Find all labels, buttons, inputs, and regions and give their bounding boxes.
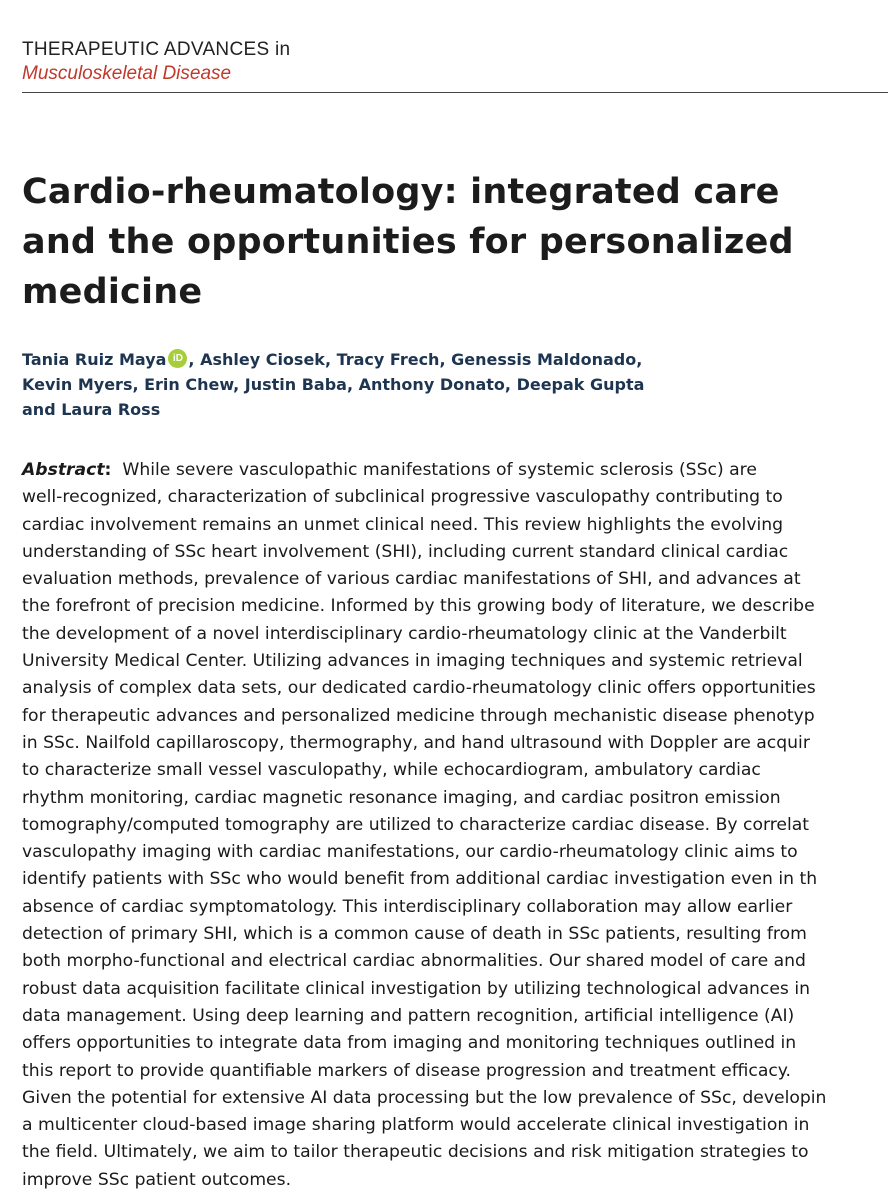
abstract-line: detection of primary SHI, which is a common cause of death in SSc patients, resulting from <box>22 924 807 945</box>
abstract-line: the development of a novel interdisciplinary cardio-rheumatology clinic at the Vanderbilt <box>22 623 787 644</box>
author-names: Kevin Myers, Erin Chew, Justin Baba, Anthony Donato, Deepak Gupta <box>22 375 645 394</box>
abstract-line <box>22 457 888 484</box>
abstract-line: to characterize small vessel vasculopathy, while echocardiogram, ambulatory cardiac <box>22 760 761 781</box>
abstract-line: a multicenter cloud-based image sharing platform would accelerate clinical investigation in <box>22 1115 810 1136</box>
author-names: , Ashley Ciosek, Tracy Frech, Genessis Maldonado, <box>188 350 643 369</box>
abstract-label: Abstract <box>22 460 105 480</box>
abstract-line: this report to provide quantifiable markers of disease progression and treatment efficacy. <box>22 1060 791 1081</box>
abstract-line: the forefront of precision medicine. Informed by this growing body of literature, we describe <box>22 596 815 617</box>
abstract-label-colon: : <box>104 460 112 480</box>
abstract-line: robust data acquisition facilitate clinical investigation by utilizing technological advances in <box>22 978 811 999</box>
abstract-line: absence of cardiac symptomatology. This interdisciplinary collaboration may allow earlier <box>22 896 793 917</box>
journal-name-line2: Musculoskeletal Disease <box>22 63 232 84</box>
abstract-line: improve SSc patient outcomes. <box>22 1169 292 1190</box>
abstract-body <box>22 484 888 1194</box>
first-author: Tania Ruiz Maya <box>22 350 167 369</box>
author-names: and Laura Ross <box>22 400 161 419</box>
abstract-line: University Medical Center. Utilizing advances in imaging techniques and systemic retrieval <box>22 651 803 672</box>
abstract-line: evaluation methods, prevalence of various cardiac manifestations of SHI, and advances at <box>22 569 801 590</box>
article-title-line: medicine <box>22 272 203 312</box>
abstract-line: cardiac involvement remains an unmet clinical need. This review highlights the evolving <box>22 514 784 535</box>
article-title <box>22 167 842 317</box>
abstract-line: identify patients with SSc who would benefit from additional cardiac investigation even in th <box>22 869 818 890</box>
journal-name-line1: THERAPEUTIC ADVANCES in <box>22 39 291 60</box>
abstract-line: offers opportunities to integrate data from imaging and monitoring techniques outlined in <box>22 1033 797 1054</box>
abstract-line: analysis of complex data sets, our dedicated cardio-rheumatology clinic offers opportunities <box>22 678 816 699</box>
author-list <box>22 347 722 422</box>
abstract-line: for therapeutic advances and personalized medicine through mechanistic disease phenotyp <box>22 705 815 726</box>
abstract-line: Given the potential for extensive AI data processing but the low prevalence of SSc, developin <box>22 1087 827 1108</box>
abstract-line: data management. Using deep learning and pattern recognition, artificial intelligence (AI) <box>22 1005 795 1026</box>
abstract-line: well-recognized, characterization of subclinical progressive vasculopathy contributing to <box>22 487 783 508</box>
abstract-line: tomography/computed tomography are utilized to characterize cardiac disease. By correlat <box>22 814 810 835</box>
abstract <box>22 457 888 1194</box>
header-divider <box>22 92 888 93</box>
journal-header <box>22 38 888 86</box>
abstract-line: understanding of SSc heart involvement (SHI), including current standard clinical cardiac <box>22 541 789 562</box>
abstract-line: in SSc. Nailfold capillaroscopy, thermography, and hand ultrasound with Doppler are acquir <box>22 732 810 753</box>
abstract-line: both morpho-functional and electrical cardiac abnormalities. Our shared model of care and <box>22 951 806 972</box>
abstract-line: vasculopathy imaging with cardiac manifestations, our cardio-rheumatology clinic aims to <box>22 842 798 863</box>
article-title-line: Cardio-rheumatology: integrated care <box>22 172 780 212</box>
abstract-text: While severe vasculopathic manifestations of systemic sclerosis (SSc) are <box>122 460 757 480</box>
abstract-line: the field. Ultimately, we aim to tailor therapeutic decisions and risk mitigation strategies to <box>22 1142 809 1163</box>
article-title-line: and the opportunities for personalized <box>22 222 794 262</box>
abstract-line: rhythm monitoring, cardiac magnetic resonance imaging, and cardiac positron emission <box>22 787 781 808</box>
orcid-icon[interactable]: iD <box>168 349 187 368</box>
